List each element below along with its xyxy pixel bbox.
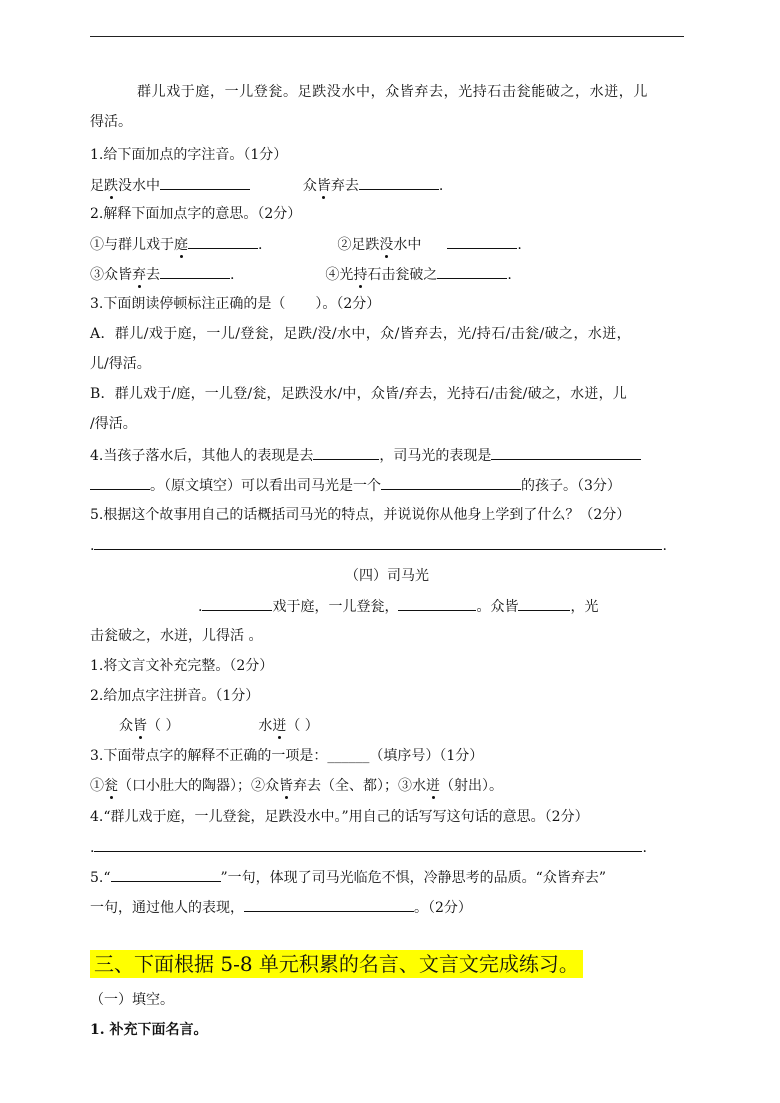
q4-blank-a[interactable] [313,445,379,460]
q4-blank-c[interactable] [381,475,521,490]
sec4-q5-line2 [90,897,472,918]
q4-line2-post: 的孩子。（3分） [521,478,621,494]
sec4-l1-pre: . [198,599,203,615]
sec4-q4-blank[interactable] [94,837,642,852]
q1a-pre: 足 [90,178,104,194]
q2b-dot: 没 [379,237,394,253]
q5-blank[interactable] [94,535,662,550]
q4-line2-mid: 。（原文填空）可以看出司马光是一个 [150,478,381,494]
q2-end-1: . [517,237,522,253]
q5-answer-line [90,535,667,556]
q2-row2: ③众皆弃去 . ④光持石击瓮破之 . [90,264,512,285]
sec4-q3c-dot: 迸 [426,778,440,794]
sec4-q2b-paren[interactable]: （ ） [286,718,319,734]
sec4-l1-b: 。众皆 [476,599,519,615]
q1a-post: 没水中 [118,178,160,194]
q4-line2 [90,475,621,496]
sec4-q4: 4.“群儿戏于庭，一儿登瓮，足跌没水中。”用自己的话写写这句话的意思。（2分） [90,809,589,825]
sec4-q5-post: ”一句，体现了司马光临危不惧，冷静思考的品质。“众皆弃去” [220,870,606,886]
sec3-title: 三、下面根据 5-8 单元积累的名言、文言文完成练习。 [90,950,583,978]
sec4-l1-a: 戏于庭，一儿登瓮， [272,599,399,615]
q1b-pre: 众 [302,178,317,194]
sec4-blank-1[interactable] [202,596,272,611]
sec4-q2a-paren[interactable]: （ ） [147,718,180,734]
sec4-q3-options [90,776,503,796]
passage-line-1: 群儿戏于庭，一儿登瓮。足跌没水中，众皆弃去，光持石击瓮能破之，水迸，儿 [137,84,648,100]
sec4-q5-pre: 5.“ [90,870,111,886]
q1b-post: 弃去 [330,178,359,194]
q2-title: 2.解释下面加点字的意思。（2分） [90,206,302,222]
q3-option-b-line1: B．群儿戏于/庭，一儿登/瓮，足跌没水/中，众皆/弃去，光持石/击瓮/破之，水迸，儿 [90,386,627,402]
passage-line-2: 得活。 [90,114,132,130]
sec4-passage-line2: 击瓮破之，水迸，儿得活 。 [90,628,263,644]
q2c-blank[interactable] [160,264,230,279]
q4-pre: 4.当孩子落水后，其他人的表现是去 [90,448,314,464]
q2c-dot: 弃 [132,267,146,283]
sec4-q3: 3.下面带点字的解释不正确的一项是：______（填序号）（1分） [90,748,484,764]
q2d-dot: 持 [353,267,368,283]
sec4-blank-3[interactable] [518,596,570,611]
sec4-q2b-dot: 迸 [272,718,287,734]
header-rule [90,36,684,37]
q4-line1 [90,445,641,466]
sec4-q5-l2-post: 。（2分） [414,900,472,916]
sec4-q5-l2-pre: 一句，通过他人的表现， [90,900,244,916]
sec4-q4-end: . [642,840,647,856]
q3-title-pre: 3.下面朗读停顿标注正确的是（ [90,296,286,312]
q3-option-b-line2: /得活。 [90,416,137,432]
sec4-passage-line1 [198,596,598,617]
sec4-title: （四）司马光 [345,568,429,584]
sec4-q2a-dot: 皆 [133,718,147,734]
sec4-q3b-dot: 皆 [279,778,293,794]
q2b-blank[interactable] [447,234,517,249]
sec4-q3c-post: （射出）。 [440,778,503,794]
sec4-q5-line1 [90,867,606,888]
q1a-dot: 跌 [104,178,118,194]
q1-end: . [438,178,444,194]
sec4-q5-blank-b[interactable] [244,897,414,912]
sec4-q5-blank-a[interactable] [111,867,221,882]
q1b-blank[interactable] [359,175,439,190]
sec3-q1: 1. 补充下面名言。 [90,1022,208,1038]
q5-end: . [662,538,667,554]
q2d-pre: ④光 [325,267,354,283]
q1b-dot: 皆 [316,178,331,194]
sec4-blank-2[interactable] [398,596,476,611]
q2a-dot: 庭 [174,237,188,253]
sec4-q3a-post: （口小肚大的陶器）；②众 [118,778,279,794]
sec4-q4-dot: . [90,840,95,856]
q3-option-a-line1: A．群儿/戏于庭，一儿/登瓮，足跌/没/水中，众/皆弃去，光/持石/击瓮/破之，水迸， [90,326,632,342]
q5-dot: . [90,538,95,554]
sec4-l1-c: ，光 [570,599,599,615]
q2a-blank[interactable] [188,234,258,249]
q4-blank-b[interactable] [491,445,641,460]
sec3-subtitle: （一）填空。 [90,992,174,1008]
q1-items [90,175,443,196]
q2a-pre: ①与群儿戏于 [90,237,174,253]
q2-row1: ①与群儿戏于庭 . ②足跌没水中 . [90,234,522,255]
q2-end-2: . [507,267,512,283]
q3-title [90,294,380,314]
q1a-blank[interactable] [160,175,250,190]
q1-title: 1.给下面加点的字注音。（1分） [90,147,288,163]
sec4-q3a-pre: ① [90,778,104,794]
sec4-q3a-dot: 瓮 [104,778,118,794]
q2b-post: 水中 [393,237,422,253]
sec4-q1: 1.将文言文补充完整。（2分） [90,658,274,674]
q3-option-a-line2: 儿/得活。 [90,356,151,372]
sec4-q2: 2.给加点字注拼音。（1分） [90,688,260,704]
q2d-blank[interactable] [437,264,507,279]
q4-mid: ，司马光的表现是 [379,448,492,464]
q5-text: 5.根据这个故事用自己的话概括司马光的特点，并说说你从他身上学到了什么？（2分） [90,507,631,523]
q2c-post: 去 [146,267,160,283]
q2d-post: 石击瓮破之 [367,267,438,283]
sec4-q2b-pre: 水 [258,718,273,734]
q3-title-post: ）。（2分） [315,296,381,312]
sec4-q3b-post: 弃去（全、都）；③水 [293,778,426,794]
q2b-pre: ②足跌 [337,237,380,253]
sec4-q2a-pre: 众 [119,718,133,734]
sec4-q4-answer-line [90,837,647,858]
q2c-pre: ③众皆 [90,267,132,283]
q4-blank-b-cont[interactable] [90,475,150,490]
sec4-q2-items [119,716,319,736]
